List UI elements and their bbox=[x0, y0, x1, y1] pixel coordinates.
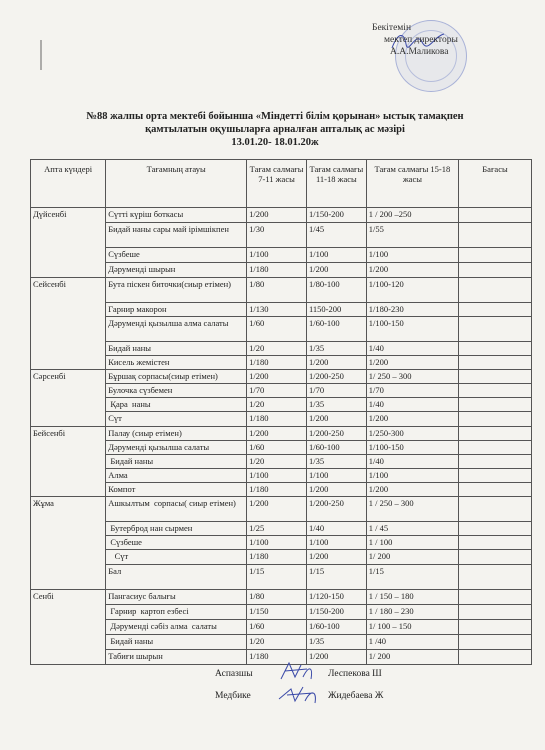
price-cell bbox=[459, 605, 532, 620]
header-weight-7-11: Тағам салмағы 7-11 жасы bbox=[247, 160, 307, 208]
weight-cell: 1/45 bbox=[306, 223, 366, 248]
price-cell bbox=[459, 620, 532, 635]
table-row bbox=[31, 605, 532, 620]
header-weight-11-18: Тағам салмағы 11-18 жасы bbox=[306, 160, 366, 208]
weight-cell: 1/15 bbox=[306, 565, 366, 590]
dish-cell: Сүт bbox=[106, 550, 247, 565]
weight-cell: 1/200-250 bbox=[306, 497, 366, 522]
weight-cell: 1/150-200 bbox=[306, 208, 366, 223]
weight-cell: 1/200 bbox=[366, 412, 458, 427]
weight-cell: 1/150 bbox=[247, 605, 307, 620]
weight-cell: 1/180 bbox=[247, 412, 307, 427]
table-row bbox=[31, 317, 532, 342]
weight-cell: 1/80 bbox=[247, 590, 307, 605]
weight-cell: 1/30 bbox=[247, 223, 307, 248]
table-row bbox=[31, 223, 532, 248]
weight-cell: 1 / 180 – 230 bbox=[366, 605, 458, 620]
weight-cell: 1/55 bbox=[366, 223, 458, 248]
dish-cell: Ашкылтым сорпасы( сиыр етімен) bbox=[106, 497, 247, 522]
weight-cell: 1/180 bbox=[247, 650, 307, 665]
signature-name: Жидебаева Ж bbox=[328, 691, 384, 701]
weight-cell: 1/150-200 bbox=[306, 605, 366, 620]
table-row bbox=[31, 412, 532, 427]
table-row bbox=[31, 208, 532, 223]
table-row bbox=[31, 263, 532, 278]
dish-cell: Компот bbox=[106, 483, 247, 497]
dish-cell: Бидай наны сары май ірімшікпен bbox=[106, 223, 247, 248]
price-cell bbox=[459, 497, 532, 522]
dish-cell: Пангасиус балығы bbox=[106, 590, 247, 605]
weight-cell: 1/ 100 – 150 bbox=[366, 620, 458, 635]
document-title bbox=[60, 110, 490, 149]
dish-cell: Бидай наны bbox=[106, 455, 247, 469]
weight-cell: 1/100 bbox=[306, 248, 366, 263]
dish-cell: Кисель жемістен bbox=[106, 356, 247, 370]
price-cell bbox=[459, 370, 532, 384]
weight-cell: 1/60-100 bbox=[306, 620, 366, 635]
dish-cell: Бидай наны bbox=[106, 635, 247, 650]
dish-cell: Дәрумендi қызылша алма салаты bbox=[106, 317, 247, 342]
header-day: Апта күндері bbox=[31, 160, 106, 208]
weight-cell: 1/100-150 bbox=[366, 317, 458, 342]
price-cell bbox=[459, 223, 532, 248]
header-dish: Тағамның атауы bbox=[106, 160, 247, 208]
weight-cell: 1 / 200 –250 bbox=[366, 208, 458, 223]
weight-cell: 1/250-300 bbox=[366, 427, 458, 441]
dish-cell: Бидай наны bbox=[106, 342, 247, 356]
signature-role: Медбике bbox=[215, 691, 251, 701]
price-cell bbox=[459, 469, 532, 483]
weight-cell: 1/100 bbox=[247, 536, 307, 550]
price-cell bbox=[459, 635, 532, 650]
approval-line-3: А.А.Маликова bbox=[390, 47, 449, 57]
dish-cell: Булочка сүзбемен bbox=[106, 384, 247, 398]
weight-cell: 1 / 150 – 180 bbox=[366, 590, 458, 605]
weight-cell: 1 / 100 bbox=[366, 536, 458, 550]
table-row bbox=[31, 303, 532, 317]
weight-cell: 1/70 bbox=[366, 384, 458, 398]
dish-cell: Дәрумендi қызылша салаты bbox=[106, 441, 247, 455]
price-cell bbox=[459, 565, 532, 590]
table-row bbox=[31, 536, 532, 550]
weight-cell: 1/35 bbox=[306, 342, 366, 356]
weight-cell: 1/20 bbox=[247, 342, 307, 356]
dish-cell: Сүзбеше bbox=[106, 536, 247, 550]
table-row bbox=[31, 590, 532, 605]
weight-cell: 1/200 bbox=[366, 263, 458, 278]
weight-cell: 1/70 bbox=[306, 384, 366, 398]
weight-cell: 1/200 bbox=[306, 356, 366, 370]
weight-cell: 1/60 bbox=[247, 441, 307, 455]
header-price: Бағасы bbox=[459, 160, 532, 208]
weight-cell: 1/40 bbox=[366, 342, 458, 356]
weight-cell: 1/180 bbox=[247, 550, 307, 565]
table-row bbox=[31, 278, 532, 303]
weight-cell: 1/100 bbox=[306, 536, 366, 550]
weight-cell: 1/100-150 bbox=[366, 441, 458, 455]
weight-cell: 1/60 bbox=[247, 317, 307, 342]
dish-cell: Бута пiскен биточки(сиыр етімен) bbox=[106, 278, 247, 303]
weight-cell: 1/60-100 bbox=[306, 441, 366, 455]
table-row bbox=[31, 356, 532, 370]
weight-cell: 1/100-120 bbox=[366, 278, 458, 303]
price-cell bbox=[459, 441, 532, 455]
weight-cell: 1/200 bbox=[247, 370, 307, 384]
dish-cell: Бұршақ сорпасы(сиыр етімен) bbox=[106, 370, 247, 384]
price-cell bbox=[459, 248, 532, 263]
table-row bbox=[31, 469, 532, 483]
weight-cell: 1/60 bbox=[247, 620, 307, 635]
weight-cell: 1/100 bbox=[306, 469, 366, 483]
dish-cell: Сүт bbox=[106, 412, 247, 427]
price-cell bbox=[459, 522, 532, 536]
weight-cell: 1/25 bbox=[247, 522, 307, 536]
weight-cell: 1/200-250 bbox=[306, 427, 366, 441]
table-row bbox=[31, 398, 532, 412]
approval-line-2: мектеп директоры bbox=[384, 35, 458, 45]
table-header-row bbox=[31, 160, 532, 208]
price-cell bbox=[459, 384, 532, 398]
table-row bbox=[31, 384, 532, 398]
table-row bbox=[31, 522, 532, 536]
weight-cell: 1/40 bbox=[306, 522, 366, 536]
dish-cell: Қара наны bbox=[106, 398, 247, 412]
price-cell bbox=[459, 303, 532, 317]
table-row bbox=[31, 565, 532, 590]
weight-cell: 1/80 bbox=[247, 278, 307, 303]
dish-cell: Бутерброд нан сырмен bbox=[106, 522, 247, 536]
dish-cell: Табиғи шырын bbox=[106, 650, 247, 665]
weight-cell: 1/100 bbox=[366, 248, 458, 263]
table-row bbox=[31, 427, 532, 441]
price-cell bbox=[459, 208, 532, 223]
price-cell bbox=[459, 650, 532, 665]
margin-mark bbox=[40, 40, 42, 70]
price-cell bbox=[459, 398, 532, 412]
table-row bbox=[31, 441, 532, 455]
menu-table bbox=[30, 159, 532, 665]
weight-cell: 1/35 bbox=[306, 398, 366, 412]
weight-cell: 1/200 bbox=[306, 483, 366, 497]
dish-cell: Палау (сиыр етімен) bbox=[106, 427, 247, 441]
dish-cell: Сүзбеше bbox=[106, 248, 247, 263]
weight-cell: 1/200 bbox=[306, 263, 366, 278]
price-cell bbox=[459, 483, 532, 497]
weight-cell: 1/180-230 bbox=[366, 303, 458, 317]
weight-cell: 1/180 bbox=[247, 356, 307, 370]
price-cell bbox=[459, 263, 532, 278]
weight-cell: 1/40 bbox=[366, 398, 458, 412]
price-cell bbox=[459, 427, 532, 441]
header-weight-15-18: Тағам салмағы 15-18 жасы bbox=[366, 160, 458, 208]
price-cell bbox=[459, 317, 532, 342]
weight-cell: 1/20 bbox=[247, 635, 307, 650]
weight-cell: 1 / 250 – 300 bbox=[366, 497, 458, 522]
day-cell: Бейсенбі bbox=[31, 427, 106, 497]
weight-cell: 1/200-250 bbox=[306, 370, 366, 384]
weight-cell: 1/80-100 bbox=[306, 278, 366, 303]
dish-cell: Алма bbox=[106, 469, 247, 483]
table-row bbox=[31, 635, 532, 650]
weight-cell: 1/200 bbox=[247, 497, 307, 522]
menu-body bbox=[31, 208, 532, 665]
day-cell: Дүйсенбі bbox=[31, 208, 106, 278]
weight-cell: 1/15 bbox=[366, 565, 458, 590]
weight-cell: 1150-200 bbox=[306, 303, 366, 317]
weight-cell: 1 / 45 bbox=[366, 522, 458, 536]
table-row bbox=[31, 497, 532, 522]
weight-cell: 1/20 bbox=[247, 455, 307, 469]
weight-cell: 1/20 bbox=[247, 398, 307, 412]
weight-cell: 1/120-150 bbox=[306, 590, 366, 605]
signature-role: Аспазшы bbox=[215, 669, 253, 679]
weight-cell: 1/ 200 bbox=[366, 550, 458, 565]
weight-cell: 1 /40 bbox=[366, 635, 458, 650]
table-row bbox=[31, 455, 532, 469]
dish-cell: Гарнир картоп езбесі bbox=[106, 605, 247, 620]
weight-cell: 1/180 bbox=[247, 263, 307, 278]
price-cell bbox=[459, 590, 532, 605]
approval-block bbox=[370, 22, 530, 58]
table-row bbox=[31, 248, 532, 263]
approval-line-1: Бекітемін bbox=[372, 23, 412, 33]
dish-cell: Дәрумендi сәбіз алма салаты bbox=[106, 620, 247, 635]
weight-cell: 1/100 bbox=[247, 248, 307, 263]
day-cell: Сенбі bbox=[31, 590, 106, 665]
dish-cell: Сүтті күріш боткасы bbox=[106, 208, 247, 223]
weight-cell: 1/200 bbox=[306, 550, 366, 565]
weight-cell: 1/35 bbox=[306, 635, 366, 650]
day-cell: Сәрсенбі bbox=[31, 370, 106, 427]
dish-cell: Бал bbox=[106, 565, 247, 590]
price-cell bbox=[459, 550, 532, 565]
table-row bbox=[31, 342, 532, 356]
price-cell bbox=[459, 536, 532, 550]
nurse-signature bbox=[277, 681, 319, 707]
dish-cell: Гарнир макорон bbox=[106, 303, 247, 317]
weight-cell: 1/130 bbox=[247, 303, 307, 317]
day-cell: Сейсенбі bbox=[31, 278, 106, 370]
weight-cell: 1/15 bbox=[247, 565, 307, 590]
weight-cell: 1/35 bbox=[306, 455, 366, 469]
title-line-3: 13.01.20- 18.01.20ж bbox=[231, 137, 319, 148]
price-cell bbox=[459, 412, 532, 427]
weight-cell: 1/ 200 bbox=[366, 650, 458, 665]
weight-cell: 1/ 250 – 300 bbox=[366, 370, 458, 384]
weight-cell: 1/200 bbox=[366, 356, 458, 370]
table-row bbox=[31, 483, 532, 497]
table-row bbox=[31, 550, 532, 565]
signature-name: Леспекова Ш bbox=[328, 669, 382, 679]
weight-cell: 1/180 bbox=[247, 483, 307, 497]
weight-cell: 1/200 bbox=[366, 483, 458, 497]
weight-cell: 1/70 bbox=[247, 384, 307, 398]
table-row bbox=[31, 620, 532, 635]
title-line-2: қамтылатын оқушыларға арналған апталық ас мәзірі bbox=[145, 124, 405, 135]
table-row bbox=[31, 370, 532, 384]
weight-cell: 1/200 bbox=[247, 208, 307, 223]
weight-cell: 1/200 bbox=[306, 650, 366, 665]
title-line-1: №88 жалпы орта мектебі бойынша «Міндетті білім қорынан» ыстық тамақпен bbox=[86, 111, 464, 122]
price-cell bbox=[459, 356, 532, 370]
day-cell: Жұма bbox=[31, 497, 106, 590]
weight-cell: 1/60-100 bbox=[306, 317, 366, 342]
weight-cell: 1/100 bbox=[366, 469, 458, 483]
weight-cell: 1/200 bbox=[306, 412, 366, 427]
weight-cell: 1/200 bbox=[247, 427, 307, 441]
dish-cell: Дәрумендi шырын bbox=[106, 263, 247, 278]
weight-cell: 1/100 bbox=[247, 469, 307, 483]
price-cell bbox=[459, 342, 532, 356]
price-cell bbox=[459, 278, 532, 303]
weight-cell: 1/40 bbox=[366, 455, 458, 469]
price-cell bbox=[459, 455, 532, 469]
